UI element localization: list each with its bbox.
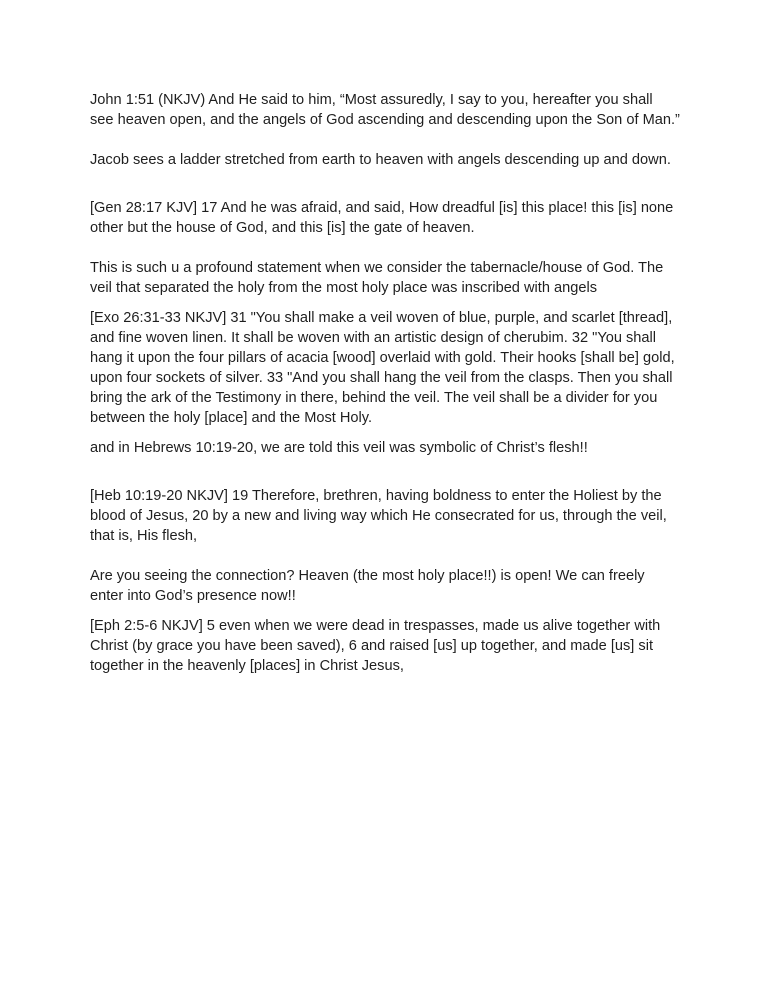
paragraph-eph-2-5-6: [Eph 2:5-6 NKJV] 5 even when we were dead in trespasses, made us alive together with Christ (by grace you have been saved), 6 and raised [us] up together, and made [us] sit together in the heavenly [places] in Christ Jesus, [90, 618, 661, 674]
document-body [90, 90, 680, 676]
paragraph-hebrews-intro: and in Hebrews 10:19-20, we are told this veil was symbolic of Christ’s flesh!! [90, 440, 588, 456]
paragraph-exo-26-31-33: [Exo 26:31-33 NKJV] 31 "You shall make a veil woven of blue, purple, and scarlet [thread], and fine woven linen. It shall be woven with an artistic design of cherubim. 32 "You shall hang it upon the four pillars of acacia [wood] overlaid with gold. Their hooks [shall be] gold, upon four sockets of silver. 33 "And you shall hang the veil from the clasps. Then you shall bring the ark of the Testimony in there, behind the veil. The veil shall be a divider for you between the holy [place] and the Most Holy. [90, 310, 675, 426]
paragraph-connection: Are you seeing the connection? Heaven (the most holy place!!) is open! We can freely enter into God’s presence now!! [90, 568, 645, 604]
paragraph-jacob-ladder: Jacob sees a ladder stretched from earth to heaven with angels descending up and down. [90, 152, 671, 168]
paragraph-tabernacle-statement: This is such u a profound statement when we consider the tabernacle/house of God. The veil that separated the holy from the most holy place was inscribed with angels [90, 260, 664, 296]
paragraph-heb-10-19-20: [Heb 10:19-20 NKJV] 19 Therefore, brethren, having boldness to enter the Holiest by the blood of Jesus, 20 by a new and living way which He consecrated for us, through the veil, that is, His flesh, [90, 488, 667, 544]
paragraph-gen-28-17: [Gen 28:17 KJV] 17 And he was afraid, and said, How dreadful [is] this place! this [is] none other but the house of God, and this [is] the gate of heaven. [90, 200, 674, 236]
paragraph-john-1-51: John 1:51 (NKJV) And He said to him, “Most assuredly, I say to you, hereafter you shall see heaven open, and the angels of God ascending and descending upon the Son of Man.” [90, 92, 680, 128]
